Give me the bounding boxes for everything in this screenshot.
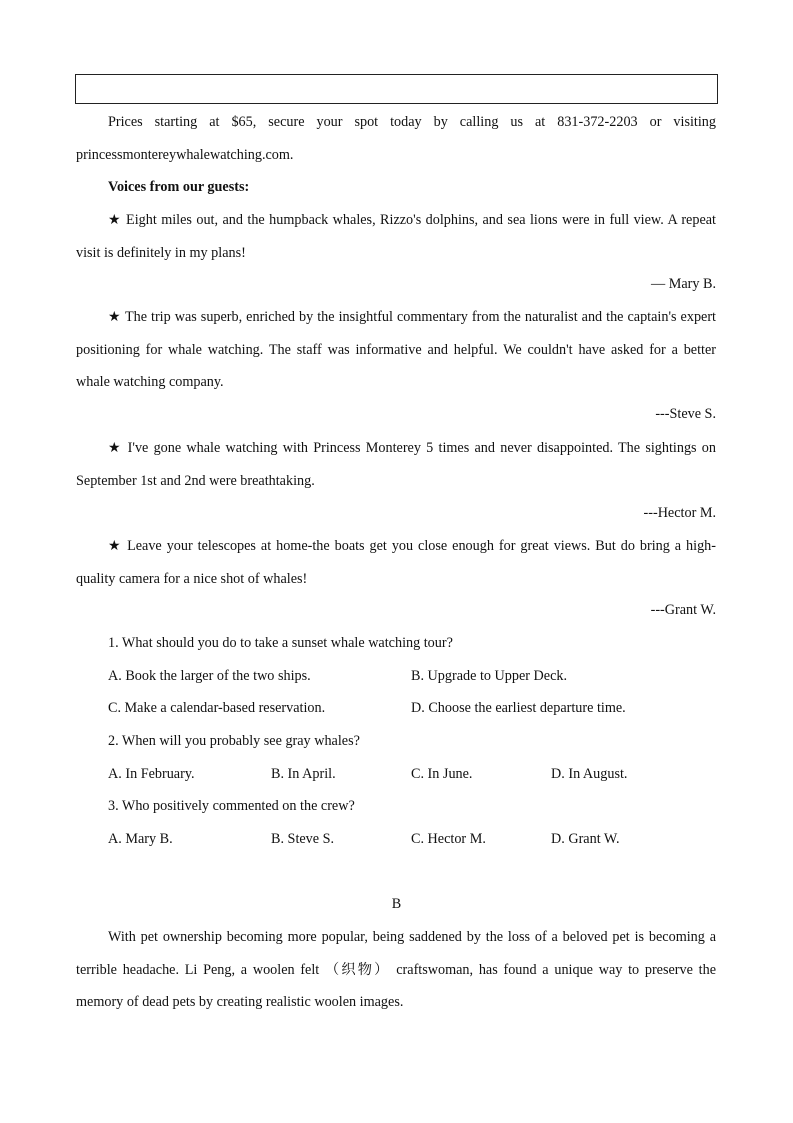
prices-paragraph: Prices starting at $65, secure your spot today by calling us at 831-372-2203 or visiting princessmontereywhalewatching.com. [76,114,716,163]
q3-option-b: B. Steve S. [271,831,335,847]
review-2-author: ---Steve S. [655,406,716,422]
q2-option-a: A. In February. [108,766,195,782]
section-b-paragraph: With pet ownership becoming more popular, being saddened by the loss of a beloved pet is becoming a terrible headache. Li Peng, a woolen felt （织物） craftswoman, has found a unique way to preserve the memory of dead pets by creating realistic woolen images. [76,929,716,1011]
q3-option-d: D. Grant W. [551,831,620,847]
q3-option-a: A. Mary B. [108,831,173,847]
section-b-label: B [391,896,402,912]
review-3-text: ★ I've gone whale watching with Princess Monterey 5 times and never disappointed. The sightings on September 1st and 2nd were breathtaking. [76,440,716,489]
review-1-author: — Mary B. [650,276,716,292]
q2-option-d: D. In August. [551,766,628,782]
blank-box [75,74,718,104]
review-3-author: ---Hector M. [643,505,716,521]
review-4-author: ---Grant W. [650,602,716,618]
q1-option-a: A. Book the larger of the two ships. [108,668,311,684]
review-1-text: ★ Eight miles out, and the humpback whales, Rizzo's dolphins, and sea lions were in full view. A repeat visit is definitely in my plans! [76,212,716,261]
q1-option-b: B. Upgrade to Upper Deck. [411,668,568,684]
q1-option-c: C. Make a calendar-based reservation. [108,700,326,716]
q2-option-c: C. In June. [411,766,473,782]
review-4-text: ★ Leave your telescopes at home-the boats get you close enough for great views. But do bring a high-quality camera for a nice shot of whales! [76,538,716,587]
question-3: 3. Who positively commented on the crew? [108,798,355,814]
question-1: 1. What should you do to take a sunset whale watching tour? [108,635,453,651]
q3-option-c: C. Hector M. [411,831,486,847]
q1-option-d: D. Choose the earliest departure time. [411,700,626,716]
question-2: 2. When will you probably see gray whales? [108,733,360,749]
voices-heading: Voices from our guests: [108,179,250,195]
q2-option-b: B. In April. [271,766,336,782]
review-2-text: ★ The trip was superb, enriched by the insightful commentary from the naturalist and the captain's expert positioning for whale watching. The staff was informative and helpful. We couldn't have asked for a better whale watching company. [76,309,716,391]
